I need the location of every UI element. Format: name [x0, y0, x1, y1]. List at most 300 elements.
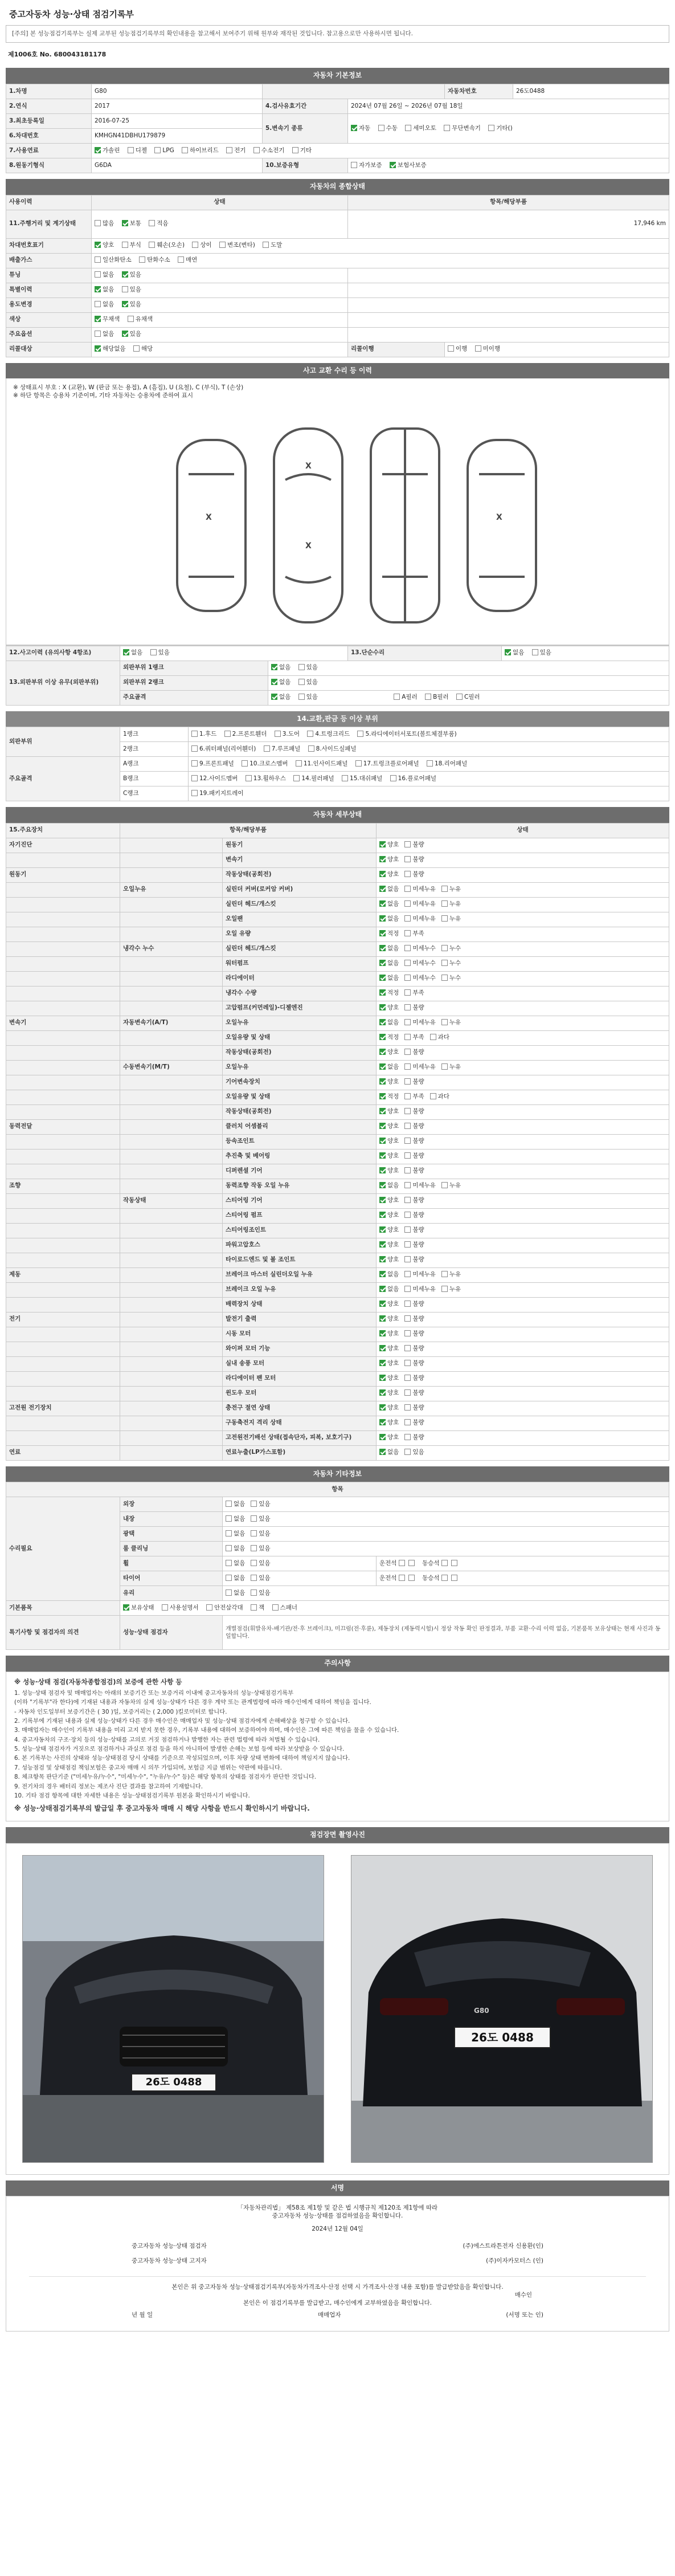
detail-group [6, 1001, 120, 1016]
detail-subgroup: 작동상태 [120, 1193, 223, 1208]
detail-item: 작동상태(공회전) [223, 1045, 377, 1060]
color-options: 무채색 유채색 [92, 312, 348, 327]
car-name-label: 1.차명 [6, 84, 92, 99]
detail-subgroup [120, 927, 223, 941]
detail-item: 시동 모터 [223, 1327, 377, 1342]
detail-state: 양호 불량 [377, 867, 669, 882]
detail-group [6, 1164, 120, 1179]
detail-group: 동력전달 [6, 1119, 120, 1134]
checkbox-checked [379, 1271, 386, 1277]
checkbox-checked [122, 220, 128, 226]
checkbox-checked [379, 900, 386, 907]
checkbox-checked [379, 886, 386, 892]
checkbox [441, 1286, 448, 1292]
rank-options: 12.사이드멤버 13.휠하우스 14.필러패널 15.대쉬패널 16.플로어패널 [189, 772, 669, 786]
car-rear-image [351, 1856, 653, 2163]
detail-row [6, 1312, 669, 1327]
checkbox [430, 1093, 436, 1099]
detail-subgroup [120, 1386, 223, 1401]
mileage-state: 많음 보통 적음 [92, 210, 348, 238]
front-photo [22, 1855, 324, 2163]
checkbox [405, 125, 411, 131]
checkbox-checked [271, 694, 277, 700]
detail-subgroup: 자동변속기(A/T) [120, 1016, 223, 1030]
checkbox [441, 960, 448, 966]
checkbox [404, 1434, 411, 1440]
detail-state: 양호 불량 [377, 1253, 669, 1267]
sign-or-seal: (서명 또는 인) [506, 2312, 543, 2319]
warranty-label: 10.보증유형 [263, 158, 348, 173]
detail-subgroup [120, 1342, 223, 1356]
detail-subgroup [120, 1075, 223, 1090]
detail-item: 브레이크 오일 누유 [223, 1282, 377, 1297]
notes-line: 4. 중고자동차의 구조·장치 등의 성능·상태를 고의로 거짓 점검하거나 발행한 자는 관련 법령에 따라 처벌될 수 있습니다. [14, 1736, 320, 1743]
detail-row [6, 1238, 669, 1253]
checkbox-checked [379, 1049, 386, 1055]
rank-label: 1랭크 [120, 727, 189, 742]
sign-box [6, 2196, 669, 2332]
checkbox [251, 1545, 257, 1551]
car-outline-diagram [6, 406, 669, 645]
checkbox [404, 1123, 411, 1129]
detail-row [6, 1297, 669, 1312]
detail-subgroup [120, 1045, 223, 1060]
checkbox [404, 989, 411, 996]
checkbox [251, 1589, 257, 1596]
detail-row [6, 1386, 669, 1401]
detail-subgroup [120, 1445, 223, 1460]
first-reg-value: 2016-07-25 [92, 114, 263, 129]
checkbox-checked [379, 1241, 386, 1248]
checkbox-checked [122, 331, 128, 337]
recall-done-label: 리콜이행 [348, 342, 445, 357]
detail-item: 실린더 헤드/개스킷 [223, 897, 377, 912]
checkbox [441, 886, 448, 892]
detail-row [6, 1253, 669, 1267]
detail-group: 고전원 전기장치 [6, 1401, 120, 1416]
detail-subgroup [120, 1430, 223, 1445]
car-diagram [6, 406, 669, 645]
special-notes-text: 개별점검(휘발유차-배기관/전·후 브레이크), 미끄럼(전·후륜), 제동장치 (제동력시험)시 정상 작동 확인 판정결과, 부품 교환·수리 이력 없음, 기본품목 보유상태는 현재 사진과 동일합니다. [223, 1616, 669, 1650]
detail-item: 브레이크 마스터 실린더오일 누유 [223, 1267, 377, 1282]
detail-state: 없음 미세누유 누유 [377, 1267, 669, 1282]
checkbox-checked [379, 1301, 386, 1307]
checkbox-checked [379, 1004, 386, 1010]
legend-line: ※ 하단 항목은 승용차 기준이며, 기타 자동차는 승용차에 준하여 표시 [13, 392, 194, 399]
checkbox [404, 856, 411, 862]
detail-item: 스티어링 기어 [223, 1193, 377, 1208]
checkbox [162, 1604, 168, 1611]
detail-item: 작동상태(공회전) [223, 1104, 377, 1119]
detail-item: 클러치 어셈블리 [223, 1119, 377, 1134]
detail-group [6, 1238, 120, 1253]
detail-item: 실내 송풍 모터 [223, 1356, 377, 1371]
checkbox-checked [379, 1108, 386, 1114]
checkbox [404, 945, 411, 951]
checkbox-checked [95, 147, 101, 153]
detail-state: 양호 불량 [377, 1430, 669, 1445]
reg-no-label: 자동차번호 [445, 84, 513, 99]
detail-row [6, 1267, 669, 1282]
option-label: 주요옵션 [6, 327, 92, 342]
vin-label: 6.차대번호 [6, 129, 92, 144]
detail-group [6, 941, 120, 956]
basic-info-table [6, 84, 669, 173]
detail-item: 연료누출(LP가스포함) [223, 1445, 377, 1460]
checkbox [298, 694, 305, 700]
detail-row [6, 1090, 669, 1104]
usage-label: 용도변경 [6, 297, 92, 312]
checkbox-checked [379, 989, 386, 996]
detail-item: 오일 유량 [223, 927, 377, 941]
detail-state: 양호 불량 [377, 1001, 669, 1016]
detail-group [6, 1430, 120, 1445]
checkbox-checked [379, 1063, 386, 1070]
detail-item: 스티어링조인트 [223, 1223, 377, 1238]
checkbox [404, 1182, 411, 1188]
detail-item: 오일팬 [223, 912, 377, 927]
checkbox [430, 1034, 436, 1040]
checkbox [488, 125, 494, 131]
checkbox [191, 775, 198, 781]
checkbox [226, 1575, 232, 1581]
checkbox [404, 1389, 411, 1396]
checkbox [441, 1271, 448, 1277]
notes-line: 9. 전기차의 경우 배터리 정보는 제조사 진단 결과를 참고하여 기재합니다. [14, 1783, 203, 1790]
checkbox-checked [379, 945, 386, 951]
checkbox [378, 125, 384, 131]
checkbox [226, 1530, 232, 1536]
detail-group [6, 1075, 120, 1090]
detail-table [6, 823, 669, 1461]
special-options: 없음 있음 [92, 283, 348, 297]
checkbox [272, 1604, 279, 1611]
year-label: 2.연식 [6, 99, 92, 114]
section-sign: 서명 [6, 2180, 669, 2196]
checkbox [122, 286, 128, 292]
detail-row [6, 1016, 669, 1030]
checkbox [444, 125, 450, 131]
notes-line: 6. 본 기록부는 사진의 상태와 성능·상태점검 당시 상태를 기준으로 작성되었으며, 이후 차량 상태 변화에 대하여 책임지지 않습니다. [14, 1755, 350, 1762]
detail-state: 양호 불량 [377, 1193, 669, 1208]
detail-subgroup [120, 1267, 223, 1282]
sign-text: 중고자동차 성능·상태를 점검하였음을 확인합니다. [272, 2212, 403, 2219]
detail-group [6, 853, 120, 867]
accident-table [6, 646, 669, 706]
checkbox-checked [379, 1434, 386, 1440]
section-photos: 점검장면 촬영사진 [6, 1827, 669, 1843]
checkbox [95, 331, 101, 337]
detail-subgroup: 오일누유 [120, 882, 223, 897]
detail-item: 타이로드엔드 및 볼 조인트 [223, 1253, 377, 1267]
checkbox [404, 1301, 411, 1307]
checkbox-checked [379, 1197, 386, 1203]
col-head: 항목 [6, 1482, 669, 1497]
svg-text:X: X [305, 461, 312, 471]
checkbox [404, 1034, 411, 1040]
detail-row [6, 1430, 669, 1445]
checkbox-checked [379, 1375, 386, 1381]
repair-item: 유리 [120, 1586, 223, 1601]
detail-state: 양호 불량 [377, 1297, 669, 1312]
detail-group [6, 1208, 120, 1223]
license-plate: 26도 0488 [454, 2027, 551, 2048]
checkbox [226, 1515, 232, 1522]
detail-state: 없음 미세누수 누수 [377, 956, 669, 971]
repair-item: 광택 [120, 1527, 223, 1542]
detail-item: 추진축 및 베어링 [223, 1149, 377, 1164]
checkbox [441, 1019, 448, 1025]
detail-subgroup [120, 1104, 223, 1119]
detail-item: 오일유량 및 상태 [223, 1030, 377, 1045]
checkbox [242, 760, 248, 767]
checkbox-checked [122, 271, 128, 278]
checkbox [441, 945, 448, 951]
date-blank: 년 월 일 [132, 2312, 153, 2319]
detail-item: 고전원전기배선 상태(접속단자, 피복, 보호기구) [223, 1430, 377, 1445]
notes-line: 8. 체크항목 판단기준 ("미세누유/누수", "미세누수", "누유/누수" 등)은 해당 항목의 상태를 점검자가 판단한 것입니다. [14, 1774, 317, 1781]
checkbox [226, 147, 232, 153]
checkbox-checked [379, 1286, 386, 1292]
detail-subgroup: 냉각수 누수 [120, 941, 223, 956]
checkbox [191, 745, 198, 752]
col-head: 사용이력 [6, 195, 92, 210]
photo-area [6, 1843, 669, 2175]
checkbox [178, 256, 184, 263]
car-front-image [23, 1856, 324, 2163]
checkbox [128, 147, 134, 153]
checkbox [404, 841, 411, 847]
detail-row [6, 941, 669, 956]
detail-item: 변속기 [223, 853, 377, 867]
year-value: 2017 [92, 99, 263, 114]
detail-group [6, 1045, 120, 1060]
section-notes: 주의사항 [6, 1656, 669, 1672]
section-accident: 사고 교환 수리 등 이력 [6, 363, 669, 379]
checkbox [298, 679, 305, 685]
checkbox [275, 731, 281, 737]
rank-options: 9.프론트패널 10.크로스멤버 11.인사이드패널 17.트렁크플로어패널 18.리어패널 [189, 757, 669, 772]
section-other: 자동차 기타정보 [6, 1466, 669, 1482]
detail-state: 없음 미세누유 누유 [377, 1060, 669, 1075]
exchange-frame-label: 주요골격 [6, 757, 120, 801]
detail-subgroup [120, 1327, 223, 1342]
detail-row [6, 1416, 669, 1430]
checkbox [404, 1345, 411, 1351]
mileage-label: 11.주행거리 및 계기상태 [6, 210, 92, 238]
checkbox-checked [95, 316, 101, 322]
detail-row [6, 1356, 669, 1371]
detail-subgroup [120, 1090, 223, 1104]
checkbox [292, 147, 298, 153]
checkbox [298, 664, 305, 670]
checkbox-checked [379, 1419, 386, 1425]
option-options: 없음 있음 [92, 327, 348, 342]
section-exchange: 14.교환,판금 등 이상 부위 [6, 711, 669, 727]
detail-subgroup [120, 1401, 223, 1416]
detail-row [6, 1060, 669, 1075]
checkbox-checked [379, 1078, 386, 1085]
checkbox-checked [379, 856, 386, 862]
checkbox [404, 1197, 411, 1203]
checkbox [95, 220, 101, 226]
legend [6, 378, 669, 405]
detail-item: 충전구 절연 상태 [223, 1401, 377, 1416]
rank-options: 19.패키지트레이 [189, 786, 669, 801]
detail-row [6, 927, 669, 941]
checkbox [95, 271, 101, 278]
checkbox [307, 731, 313, 737]
detail-row [6, 1045, 669, 1060]
checkbox-checked [379, 1315, 386, 1322]
checkbox [95, 256, 101, 263]
checkbox [296, 760, 302, 767]
notifier-name: (주)이자카모터스 (인) [486, 2257, 543, 2264]
detail-group [6, 1193, 120, 1208]
detail-row [6, 971, 669, 986]
checkbox-checked [379, 1226, 386, 1233]
checkbox-checked [379, 975, 386, 981]
first-reg-label: 3.최초등록일 [6, 114, 92, 129]
notice-box: [주의] 본 성능점검기록부는 실제 교부된 성능점검기록부의 확인내용을 참고해서 보여주기 위해 원부와 재작된 것입니다. 참고용으로만 사용하시면 됩니다. [6, 25, 669, 43]
col-head: 상태 [92, 195, 348, 210]
fuel-label: 7.사용연료 [6, 144, 92, 158]
license-plate: 26도 0488 [131, 2073, 216, 2092]
repair-item: 타이어 [120, 1571, 223, 1586]
accident-history-options: 없음 있음 [120, 646, 348, 661]
checkbox [150, 649, 157, 655]
checkbox-checked [379, 1345, 386, 1351]
detail-group: 연료 [6, 1445, 120, 1460]
section-overall-state: 자동차의 종합상태 [6, 179, 669, 195]
checkbox [122, 242, 128, 248]
rank-label: B랭크 [120, 772, 189, 786]
color-label: 색상 [6, 312, 92, 327]
checkbox [404, 1063, 411, 1070]
notes-box [6, 1672, 669, 1821]
outer1-options: 없음 있음 [268, 661, 669, 675]
checkbox-checked [379, 871, 386, 877]
detail-item: 냉각수 수량 [223, 986, 377, 1001]
detail-item: 와이퍼 모터 기능 [223, 1342, 377, 1356]
checkbox [357, 731, 363, 737]
detail-row [6, 1075, 669, 1090]
detail-row [6, 1327, 669, 1342]
notifier-title: 중고자동차 성능·상태 고지자 [132, 2257, 207, 2264]
outer2-options: 없음 있음 [268, 675, 669, 690]
detail-row [6, 1134, 669, 1149]
engine-value: G6DA [92, 158, 263, 173]
repair-item: 외장 [120, 1497, 223, 1512]
checkbox [404, 1449, 411, 1455]
detail-row [6, 1164, 669, 1179]
repair-item: 휠 [120, 1556, 223, 1571]
notes-heading: ※ 성능·상태 점검(자동차종합점검)의 보증에 관한 사항 등 [14, 1677, 182, 1686]
detail-group [6, 912, 120, 927]
checkbox [251, 1560, 257, 1566]
outer-label: 13.외판부위 이상 유무(외판부위) [6, 661, 120, 705]
notes-line: (이하 "기록부"라 한다)에 기재된 내용과 자동차의 실제 성능·상태가 다른 경우 계약 또는 관계법령에 따라 매수인에게 대하여 책임을 집니다. [14, 1699, 371, 1706]
section-detail: 자동차 세부상태 [6, 807, 669, 823]
detail-state: 양호 불량 [377, 853, 669, 867]
detail-item: 기어변속장치 [223, 1075, 377, 1090]
detail-group [6, 927, 120, 941]
detail-state: 양호 불량 [377, 838, 669, 853]
checkbox-checked [351, 125, 357, 131]
detail-state: 없음 미세누수 누수 [377, 941, 669, 956]
detail-row [6, 1342, 669, 1356]
detail-subgroup [120, 1208, 223, 1223]
vin-state-options: 양호 부식 훼손(오손) 상이 변조(변타) 도말 [92, 238, 669, 253]
checkbox [404, 886, 411, 892]
checkbox [246, 775, 252, 781]
detail-group [6, 1134, 120, 1149]
car-name-value: G80 [92, 84, 263, 99]
detail-item: 워터펌프 [223, 956, 377, 971]
detail-row [6, 853, 669, 867]
checkbox [191, 731, 198, 737]
exchange-outer-label: 외판부위 [6, 727, 120, 757]
detail-row [6, 882, 669, 897]
legend-line: ※ 상태표시 부호 : X (교환), W (판금 또는 용접), A (흠집), U (요철), C (부식), T (손상) [13, 384, 244, 392]
detail-row [6, 1149, 669, 1164]
checkbox [404, 1078, 411, 1085]
checkbox-checked [379, 1019, 386, 1025]
detail-group [6, 1253, 120, 1267]
checkbox [404, 1108, 411, 1114]
notes-line: 1. 성능·상태 점검자 및 매매업자는 아래의 보증기간 또는 보증거리 이내에 중고자동차의 성능·상태점검기록부 [14, 1689, 294, 1697]
recall-label: 리콜대상 [6, 342, 92, 357]
checkbox-checked [379, 1256, 386, 1262]
checkbox [532, 649, 538, 655]
detail-row [6, 986, 669, 1001]
detail-group [6, 1223, 120, 1238]
col-head: 15.주요장치 [6, 823, 120, 838]
checkbox [149, 220, 155, 226]
checkbox-checked [379, 1167, 386, 1173]
detail-item: 동력조향 작동 오일 누유 [223, 1179, 377, 1193]
detail-row [6, 1223, 669, 1238]
checkbox [404, 1256, 411, 1262]
checkbox [404, 960, 411, 966]
sign-date: 2024년 12월 04일 [312, 2226, 363, 2233]
checkbox [351, 162, 357, 168]
special-notes-label: 특기사항 및 점검자의 의견 [6, 1616, 120, 1650]
checkbox [448, 345, 454, 352]
checkbox [342, 775, 348, 781]
checkbox [441, 1063, 448, 1070]
detail-row [6, 1030, 669, 1045]
detail-row [6, 897, 669, 912]
detail-state: 양호 불량 [377, 1119, 669, 1134]
period-label: 4.검사유효기간 [263, 99, 348, 114]
checkbox [226, 1560, 232, 1566]
checkbox [404, 1271, 411, 1277]
detail-item: 디퍼렌셜 기어 [223, 1164, 377, 1179]
checkbox-checked [123, 1604, 129, 1611]
detail-row [6, 838, 669, 853]
trans-label: 5.변속기 종류 [263, 114, 348, 144]
checkbox-checked [379, 1138, 386, 1144]
accident-box [6, 378, 669, 645]
detail-item: 발전기 출력 [223, 1312, 377, 1327]
detail-group [6, 897, 120, 912]
detail-row [6, 1371, 669, 1386]
checkbox [133, 345, 140, 352]
warranty-options: 자가보증 보험사보증 [348, 158, 669, 173]
detail-state: 없음 미세누유 누유 [377, 1016, 669, 1030]
accident-history-label: 12.사고이력 (유의사항 4항조) [6, 646, 120, 661]
